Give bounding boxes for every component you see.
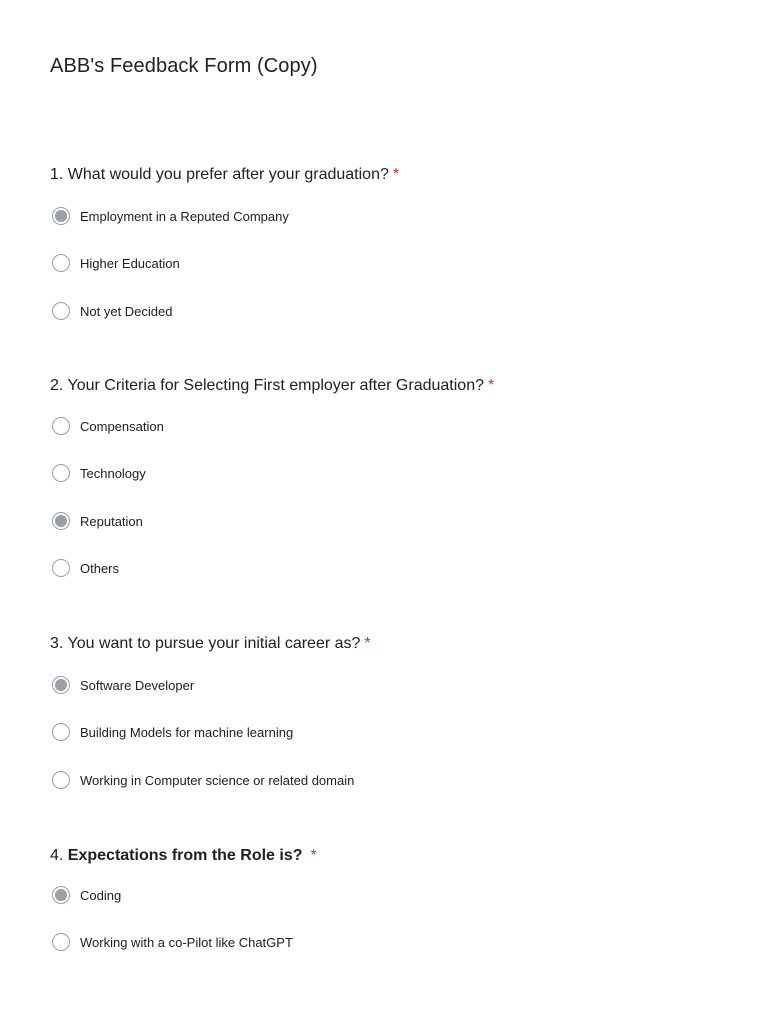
radio-checked-icon[interactable] (52, 676, 70, 694)
option-label: Employment in a Reputed Company (80, 208, 289, 224)
option-label: Technology (80, 465, 146, 481)
form-title: ABB's Feedback Form (Copy) (50, 55, 318, 77)
option-label: Reputation (80, 513, 143, 529)
required-asterisk: * (487, 377, 495, 394)
radio-unchecked-icon[interactable] (52, 302, 70, 320)
option-label: Others (80, 560, 120, 576)
radio-unchecked-icon[interactable] (52, 254, 70, 272)
question-4 (50, 845, 728, 950)
required-asterisk: * (310, 847, 317, 864)
radio-option[interactable] (50, 884, 121, 906)
radio-option[interactable] (50, 721, 293, 743)
question-number: 3. (50, 635, 64, 652)
option-label: Working with a co-Pilot like ChatGPT (80, 934, 293, 950)
radio-unchecked-icon[interactable] (52, 933, 70, 951)
required-asterisk: * (364, 635, 371, 652)
option-label: Compensation (80, 418, 164, 434)
question-2 (50, 375, 728, 576)
radio-option[interactable] (50, 510, 143, 532)
question-text: Expectations from the Role is? (67, 847, 303, 864)
option-label: Building Models for machine learning (80, 724, 294, 740)
radio-unchecked-icon[interactable] (52, 559, 70, 577)
radio-checked-icon[interactable] (52, 886, 70, 904)
required-asterisk: * (392, 166, 400, 183)
question-text: Your Criteria for Selecting First employer after Graduation? (67, 377, 484, 394)
radio-checked-icon[interactable] (52, 512, 70, 530)
option-label: Coding (80, 887, 122, 903)
question-title (50, 845, 728, 867)
option-label: Working in Computer science or related domain (80, 772, 355, 788)
radio-option[interactable] (50, 674, 194, 696)
radio-unchecked-icon[interactable] (52, 771, 70, 789)
radio-unchecked-icon[interactable] (52, 417, 70, 435)
radio-unchecked-icon[interactable] (52, 464, 70, 482)
radio-option[interactable] (50, 205, 289, 227)
option-label: Software Developer (80, 677, 195, 693)
radio-unchecked-icon[interactable] (52, 723, 70, 741)
radio-option[interactable] (50, 252, 180, 274)
option-label: Not yet Decided (80, 303, 173, 319)
question-title (50, 164, 728, 186)
question-title (50, 375, 728, 397)
option-label: Higher Education (80, 255, 180, 271)
question-text: You want to pursue your initial career as? (67, 635, 361, 652)
question-text: What would you prefer after your graduation? (67, 166, 389, 183)
radio-option[interactable] (50, 462, 146, 484)
radio-option[interactable] (50, 415, 164, 437)
question-1 (50, 164, 728, 319)
question-number: 2. (50, 377, 64, 394)
question-number: 4. (50, 847, 64, 864)
question-number: 1. (50, 166, 64, 183)
radio-option[interactable] (50, 931, 293, 953)
radio-option[interactable] (50, 769, 354, 791)
question-title (50, 633, 728, 655)
radio-checked-icon[interactable] (52, 207, 70, 225)
radio-option[interactable] (50, 300, 173, 322)
question-3 (50, 633, 728, 788)
radio-option[interactable] (50, 557, 119, 579)
